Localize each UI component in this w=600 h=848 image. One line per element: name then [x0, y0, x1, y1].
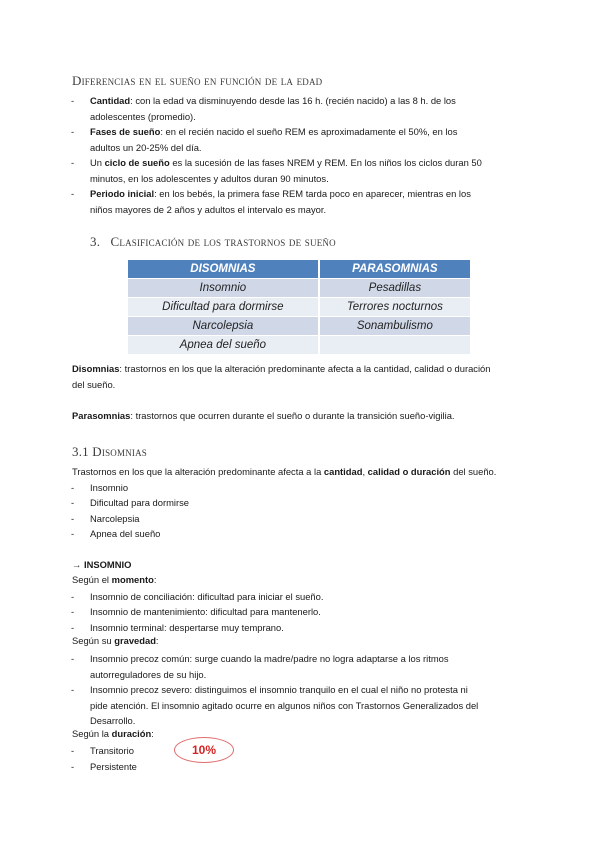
label-post: :	[153, 574, 157, 585]
label-term: duración	[111, 728, 152, 739]
bullet: -	[71, 126, 75, 137]
item-text-cont: autorreguladores de su hijo.	[90, 668, 207, 680]
bullet: -	[71, 497, 75, 508]
list-item	[71, 480, 129, 496]
duracion-label	[72, 728, 154, 739]
def-term: Parasomnias	[72, 410, 131, 421]
bullet: -	[71, 513, 75, 524]
item-text: Insomnio terminal: despertarse muy temprano.	[90, 622, 284, 633]
header-disomnias: DISOMNIAS	[128, 260, 319, 279]
list-item	[71, 155, 482, 186]
disomnias-definition	[72, 361, 491, 392]
bullet: -	[71, 157, 75, 168]
list-item	[71, 759, 137, 775]
intro-bold: calidad o duración	[367, 466, 451, 477]
bullet: -	[71, 653, 75, 664]
list-item	[71, 186, 471, 217]
item-term: Fases de sueño	[90, 126, 161, 137]
section-age-title: Diferencias en el sueño en función de la edad	[72, 73, 323, 88]
list-item	[71, 651, 449, 682]
list-item	[71, 495, 189, 511]
item-text-cont: Desarrollo.	[90, 715, 136, 726]
bullet: -	[71, 188, 75, 199]
item-text: Transitorio	[90, 745, 134, 756]
item-text: : en los bebés, la primera fase REM tarda poco en aparecer, mientras en los	[154, 188, 471, 199]
bullet: -	[71, 684, 75, 695]
section-class-heading	[90, 234, 336, 250]
header-parasomnias: PARASOMNIAS	[319, 260, 470, 279]
table-row	[128, 317, 470, 336]
def-text-cont: del sueño.	[72, 378, 116, 390]
def-term: Disomnias	[72, 363, 120, 374]
intro-text: Trastornos en los que la alteración predominante afecta a la	[72, 466, 324, 477]
section-number: 3.	[90, 234, 101, 249]
item-text: Insomnio de conciliación: dificultad para iniciar el sueño.	[90, 591, 324, 602]
intro-text: del sueño.	[450, 466, 497, 477]
item-text-cont: niños mayores de 2 años y adultos el intervalo es mayor.	[90, 203, 327, 215]
gravedad-label	[72, 635, 159, 646]
list-item	[71, 124, 458, 155]
percentage-annotation: 10%	[174, 737, 234, 763]
parasomnias-definition	[72, 408, 455, 424]
table-cell: Pesadillas	[319, 279, 470, 298]
table-cell: Dificultad para dormirse	[128, 298, 319, 317]
bullet: -	[71, 606, 75, 617]
bullet: -	[71, 761, 75, 772]
item-pre: Un	[90, 157, 105, 168]
list-item	[71, 511, 140, 527]
table-cell: Narcolepsia	[128, 317, 319, 336]
list-item	[71, 682, 479, 729]
table-cell: Insomnio	[128, 279, 319, 298]
table-cell: Sonambulismo	[319, 317, 470, 336]
bullet: -	[71, 482, 75, 493]
item-text: Narcolepsia	[90, 513, 140, 524]
intro-bold: cantidad	[323, 466, 363, 477]
list-item	[71, 93, 456, 124]
item-term: Cantidad	[90, 95, 131, 106]
item-text: Apnea del sueño	[90, 528, 161, 539]
list-item	[71, 526, 161, 542]
item-text: Insomnio precoz severo: distinguimos el insomnio tranquilo en el cual el niño no protesta ni	[90, 684, 468, 695]
label-pre: Según su	[72, 635, 115, 646]
item-text: Dificultad para dormirse	[90, 497, 189, 508]
item-text: Insomnio	[90, 482, 129, 493]
classification-table	[128, 260, 470, 354]
bullet: -	[71, 95, 75, 106]
item-text: Insomnio de mantenimiento: dificultad para mantenerlo.	[90, 606, 321, 617]
item-text: : con la edad va disminuyendo desde las 16 h. (recién nacido) a las 8 h. de los	[130, 95, 456, 106]
section-dis-intro	[72, 464, 496, 480]
item-text-cont: pide atención. El insomnio agitado ocurre en algunos niños con Trastornos Generalizados del	[90, 699, 479, 711]
bullet: -	[71, 745, 75, 756]
def-text: : trastornos que ocurren durante el sueño o durante la transición sueño-vigilia.	[130, 410, 455, 421]
table-row	[128, 298, 470, 317]
list-item	[71, 589, 324, 605]
table-cell	[319, 336, 470, 355]
item-term: Periodo inicial	[90, 188, 155, 199]
item-text: Persistente	[90, 761, 137, 772]
list-item	[71, 743, 134, 759]
item-text: : en el recién nacido el sueño REM es aproximadamente el 50%, en los	[160, 126, 458, 137]
label-term: gravedad	[114, 635, 156, 646]
table-header-row	[128, 260, 470, 279]
table-row	[128, 279, 470, 298]
item-text-cont: adultos un 20-25% del día.	[90, 141, 202, 153]
item-text: Insomnio precoz común: surge cuando la madre/padre no logra adaptarse a los ritmos	[90, 653, 449, 664]
insomnio-heading: → INSOMNIO	[72, 559, 132, 570]
section-dis-title: 3.1 Disomnias	[72, 444, 147, 459]
bullet: -	[71, 528, 75, 539]
table-row	[128, 336, 470, 355]
item-term: ciclo de sueño	[104, 157, 170, 168]
label-pre: Según el	[72, 574, 112, 585]
table-cell: Apnea del sueño	[128, 336, 319, 355]
list-item	[71, 620, 284, 636]
momento-label	[72, 574, 156, 585]
label-term: momento	[111, 574, 154, 585]
table-cell: Terrores nocturnos	[319, 298, 470, 317]
item-text-cont: adolescentes (promedio).	[90, 110, 196, 122]
bullet: -	[71, 622, 75, 633]
item-text: es la sucesión de las fases NREM y REM. En los niños los ciclos duran 50	[169, 157, 482, 168]
item-text-cont: minutos, en los adolescentes y adultos duran 90 minutos.	[90, 172, 329, 184]
list-item	[71, 604, 321, 620]
section-class-title: Clasificación de los trastornos de sueño	[110, 234, 336, 249]
intro-sep: ,	[362, 466, 368, 477]
label-post: :	[155, 635, 159, 646]
label-pre: Según la	[72, 728, 112, 739]
bullet: -	[71, 591, 75, 602]
label-post: :	[151, 728, 154, 739]
def-text: : trastornos en los que la alteración predominante afecta a la cantidad, calidad o duración	[119, 363, 491, 374]
